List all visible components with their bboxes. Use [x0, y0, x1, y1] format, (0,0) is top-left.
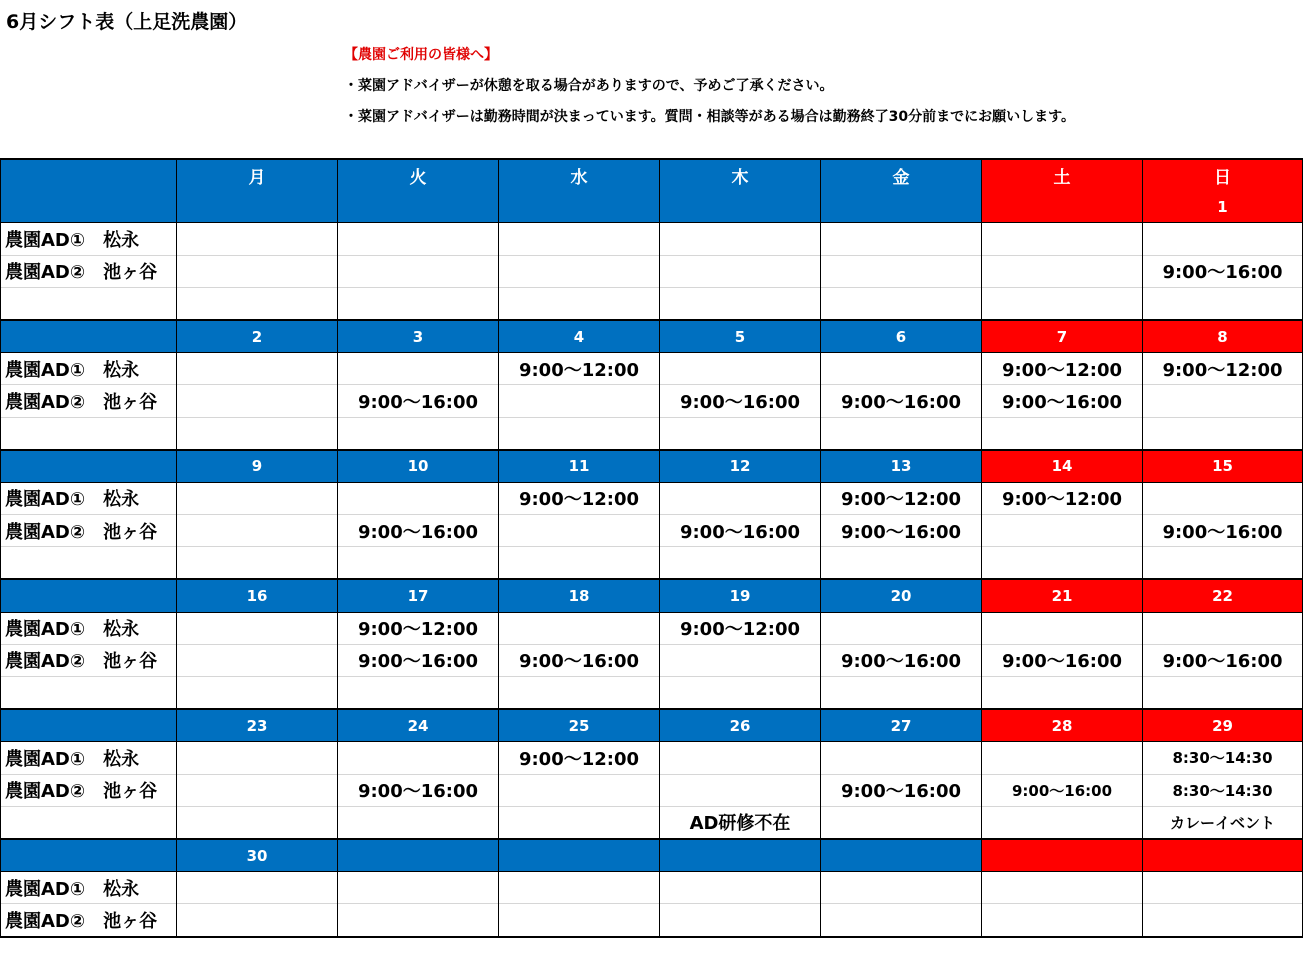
staff-name: 農園AD① 松永 [1, 223, 177, 255]
shift-cell: 9:00〜16:00 [821, 644, 982, 676]
note-row [1, 547, 1303, 580]
shift-cell [338, 255, 499, 287]
day-of-week-header: 火 [338, 159, 499, 191]
shift-cell [177, 644, 338, 676]
shift-cell [660, 872, 821, 904]
staff-name: 農園AD② 池ヶ谷 [1, 515, 177, 547]
note-cell [499, 547, 660, 580]
shift-cell: 9:00〜16:00 [982, 385, 1143, 417]
date-cell: 30 [177, 839, 338, 872]
notice-line: ・菜園アドバイザーは勤務時間が決まっています。質問・相談等がある場合は勤務終了30分前までにお願いします。 [344, 109, 1075, 125]
shift-cell [982, 872, 1143, 904]
date-row-label [1, 450, 177, 483]
date-cell: 6 [821, 320, 982, 353]
date-cell [660, 191, 821, 223]
shift-cell [821, 255, 982, 287]
staff-name: 農園AD① 松永 [1, 612, 177, 644]
note-label [1, 806, 177, 839]
date-cell: 29 [1143, 709, 1303, 742]
shift-cell: 9:00〜16:00 [1143, 255, 1303, 287]
notice [344, 40, 1075, 133]
shift-cell [660, 904, 821, 937]
note-cell [499, 417, 660, 450]
note-cell [177, 287, 338, 320]
shift-cell [177, 482, 338, 514]
shift-cell: 9:00〜16:00 [338, 385, 499, 417]
date-cell: 16 [177, 579, 338, 612]
shift-cell [499, 223, 660, 255]
staff-row [1, 223, 1303, 255]
date-row [1, 191, 1303, 223]
date-cell: 24 [338, 709, 499, 742]
shift-cell [1143, 482, 1303, 514]
note-cell [982, 287, 1143, 320]
staff-name: 農園AD① 松永 [1, 872, 177, 904]
date-cell [1143, 839, 1303, 872]
day-of-week-header: 金 [821, 159, 982, 191]
date-row [1, 579, 1303, 612]
shift-cell [982, 515, 1143, 547]
shift-cell [177, 904, 338, 937]
date-cell: 1 [1143, 191, 1303, 223]
date-cell: 5 [660, 320, 821, 353]
shift-cell [499, 872, 660, 904]
staff-row [1, 353, 1303, 385]
note-cell [821, 287, 982, 320]
date-cell [499, 191, 660, 223]
header-corner [1, 159, 177, 191]
date-cell: 20 [821, 579, 982, 612]
shift-cell: 9:00〜12:00 [499, 482, 660, 514]
note-cell [821, 417, 982, 450]
shift-cell [338, 223, 499, 255]
staff-row [1, 255, 1303, 287]
shift-cell [821, 353, 982, 385]
date-cell: 23 [177, 709, 338, 742]
shift-cell [660, 223, 821, 255]
note-label [1, 417, 177, 450]
shift-cell [660, 644, 821, 676]
shift-cell [338, 742, 499, 774]
date-cell: 21 [982, 579, 1143, 612]
shift-cell: 9:00〜16:00 [338, 515, 499, 547]
shift-cell [177, 872, 338, 904]
staff-name: 農園AD① 松永 [1, 742, 177, 774]
shift-cell [821, 612, 982, 644]
date-cell: 2 [177, 320, 338, 353]
date-cell: 7 [982, 320, 1143, 353]
shift-cell [499, 904, 660, 937]
date-cell [821, 191, 982, 223]
date-cell: 27 [821, 709, 982, 742]
note-cell [499, 287, 660, 320]
date-cell: 3 [338, 320, 499, 353]
note-cell [177, 806, 338, 839]
date-row-label [1, 709, 177, 742]
note-cell [338, 417, 499, 450]
date-cell: 19 [660, 579, 821, 612]
note-cell [821, 806, 982, 839]
notice-heading: 【農園ご利用の皆様へ】 [344, 47, 498, 63]
note-cell [660, 677, 821, 710]
shift-cell: 8:30〜14:30 [1143, 742, 1303, 774]
note-cell [338, 547, 499, 580]
staff-name: 農園AD② 池ヶ谷 [1, 774, 177, 806]
staff-name: 農園AD① 松永 [1, 482, 177, 514]
note-cell [821, 547, 982, 580]
shift-cell [338, 904, 499, 937]
shift-cell [338, 872, 499, 904]
date-cell: 14 [982, 450, 1143, 483]
day-header-row [1, 159, 1303, 191]
date-row [1, 450, 1303, 483]
date-cell [338, 839, 499, 872]
staff-name: 農園AD② 池ヶ谷 [1, 644, 177, 676]
date-cell [177, 191, 338, 223]
shift-cell: 9:00〜16:00 [338, 774, 499, 806]
shift-cell [1143, 223, 1303, 255]
shift-cell: 9:00〜16:00 [660, 515, 821, 547]
shift-cell [982, 612, 1143, 644]
note-label [1, 547, 177, 580]
staff-row [1, 385, 1303, 417]
date-row [1, 320, 1303, 353]
note-cell [177, 677, 338, 710]
shift-cell [338, 482, 499, 514]
shift-cell [177, 223, 338, 255]
date-cell: 18 [499, 579, 660, 612]
staff-name: 農園AD② 池ヶ谷 [1, 385, 177, 417]
note-cell [177, 417, 338, 450]
day-of-week-header: 木 [660, 159, 821, 191]
shift-cell [821, 223, 982, 255]
shift-cell: 9:00〜12:00 [660, 612, 821, 644]
staff-row [1, 872, 1303, 904]
date-cell: 22 [1143, 579, 1303, 612]
shift-cell: 9:00〜12:00 [982, 482, 1143, 514]
shift-cell: 8:30〜14:30 [1143, 774, 1303, 806]
shift-cell [1143, 385, 1303, 417]
shift-cell: 9:00〜12:00 [982, 353, 1143, 385]
shift-cell: 9:00〜16:00 [821, 774, 982, 806]
note-cell [338, 287, 499, 320]
day-of-week-header: 月 [177, 159, 338, 191]
staff-row [1, 774, 1303, 806]
shift-cell [499, 255, 660, 287]
staff-row [1, 742, 1303, 774]
date-cell: 11 [499, 450, 660, 483]
notice-line: ・菜園アドバイザーが休憩を取る場合がありますので、予めご了承ください。 [344, 78, 834, 94]
note-cell [982, 417, 1143, 450]
date-cell: 28 [982, 709, 1143, 742]
shift-cell: 9:00〜16:00 [982, 774, 1143, 806]
shift-cell [177, 742, 338, 774]
shift-cell [821, 904, 982, 937]
staff-row [1, 482, 1303, 514]
shift-table [0, 158, 1303, 938]
note-cell [1143, 677, 1303, 710]
date-cell [499, 839, 660, 872]
shift-cell [499, 385, 660, 417]
note-cell [660, 417, 821, 450]
shift-cell [660, 255, 821, 287]
date-cell: 15 [1143, 450, 1303, 483]
shift-cell [1143, 872, 1303, 904]
note-cell [982, 806, 1143, 839]
note-label [1, 677, 177, 710]
note-cell [499, 806, 660, 839]
shift-cell [982, 904, 1143, 937]
shift-cell: 9:00〜16:00 [660, 385, 821, 417]
day-of-week-header: 日 [1143, 159, 1303, 191]
date-cell: 4 [499, 320, 660, 353]
shift-cell [338, 353, 499, 385]
shift-cell [660, 482, 821, 514]
date-cell: 10 [338, 450, 499, 483]
shift-cell [982, 255, 1143, 287]
shift-cell [499, 612, 660, 644]
shift-cell: 9:00〜16:00 [1143, 644, 1303, 676]
page-title: 6月シフト表（上足洗農園） [6, 11, 248, 33]
date-row-label [1, 839, 177, 872]
date-cell: 26 [660, 709, 821, 742]
date-row-label [1, 320, 177, 353]
note-row [1, 417, 1303, 450]
shift-cell: 9:00〜12:00 [499, 353, 660, 385]
date-row-label [1, 191, 177, 223]
staff-row [1, 644, 1303, 676]
note-label [1, 287, 177, 320]
date-cell [982, 839, 1143, 872]
note-cell [338, 677, 499, 710]
date-cell [982, 191, 1143, 223]
note-cell [982, 547, 1143, 580]
note-cell [821, 677, 982, 710]
note-cell [1143, 287, 1303, 320]
note-row [1, 806, 1303, 839]
note-cell [660, 547, 821, 580]
date-row [1, 839, 1303, 872]
shift-cell [982, 223, 1143, 255]
staff-row [1, 515, 1303, 547]
note-cell [338, 806, 499, 839]
note-row [1, 677, 1303, 710]
date-cell: 25 [499, 709, 660, 742]
date-row [1, 709, 1303, 742]
shift-cell: 9:00〜16:00 [821, 385, 982, 417]
shift-cell [1143, 612, 1303, 644]
date-cell: 13 [821, 450, 982, 483]
shift-cell [660, 742, 821, 774]
shift-cell: 9:00〜12:00 [1143, 353, 1303, 385]
day-of-week-header: 水 [499, 159, 660, 191]
note-cell [499, 677, 660, 710]
shift-cell [177, 255, 338, 287]
date-cell [821, 839, 982, 872]
note-cell [177, 547, 338, 580]
shift-cell: 9:00〜16:00 [821, 515, 982, 547]
note-cell [1143, 417, 1303, 450]
staff-name: 農園AD② 池ヶ谷 [1, 255, 177, 287]
shift-cell [177, 353, 338, 385]
shift-cell: 9:00〜16:00 [1143, 515, 1303, 547]
shift-cell [499, 774, 660, 806]
shift-cell: 9:00〜12:00 [338, 612, 499, 644]
date-row-label [1, 579, 177, 612]
shift-cell: 9:00〜12:00 [499, 742, 660, 774]
shift-cell: 9:00〜16:00 [338, 644, 499, 676]
note-cell [1143, 547, 1303, 580]
shift-cell [177, 612, 338, 644]
date-cell: 9 [177, 450, 338, 483]
note-cell [660, 287, 821, 320]
shift-cell [1143, 904, 1303, 937]
note-row [1, 287, 1303, 320]
shift-cell: 9:00〜16:00 [499, 644, 660, 676]
shift-cell [177, 385, 338, 417]
date-cell: 8 [1143, 320, 1303, 353]
staff-row [1, 612, 1303, 644]
date-cell [660, 839, 821, 872]
note-cell: AD研修不在 [660, 806, 821, 839]
shift-cell [177, 774, 338, 806]
date-cell [338, 191, 499, 223]
shift-cell [660, 353, 821, 385]
date-cell: 12 [660, 450, 821, 483]
shift-cell [177, 515, 338, 547]
shift-cell [660, 774, 821, 806]
shift-cell [821, 872, 982, 904]
date-cell: 17 [338, 579, 499, 612]
note-cell: カレーイベント [1143, 806, 1303, 839]
shift-cell [982, 742, 1143, 774]
staff-row [1, 904, 1303, 937]
staff-name: 農園AD② 池ヶ谷 [1, 904, 177, 937]
staff-name: 農園AD① 松永 [1, 353, 177, 385]
note-cell [982, 677, 1143, 710]
shift-cell: 9:00〜16:00 [982, 644, 1143, 676]
day-of-week-header: 土 [982, 159, 1143, 191]
shift-cell: 9:00〜12:00 [821, 482, 982, 514]
shift-cell [821, 742, 982, 774]
shift-cell [499, 515, 660, 547]
